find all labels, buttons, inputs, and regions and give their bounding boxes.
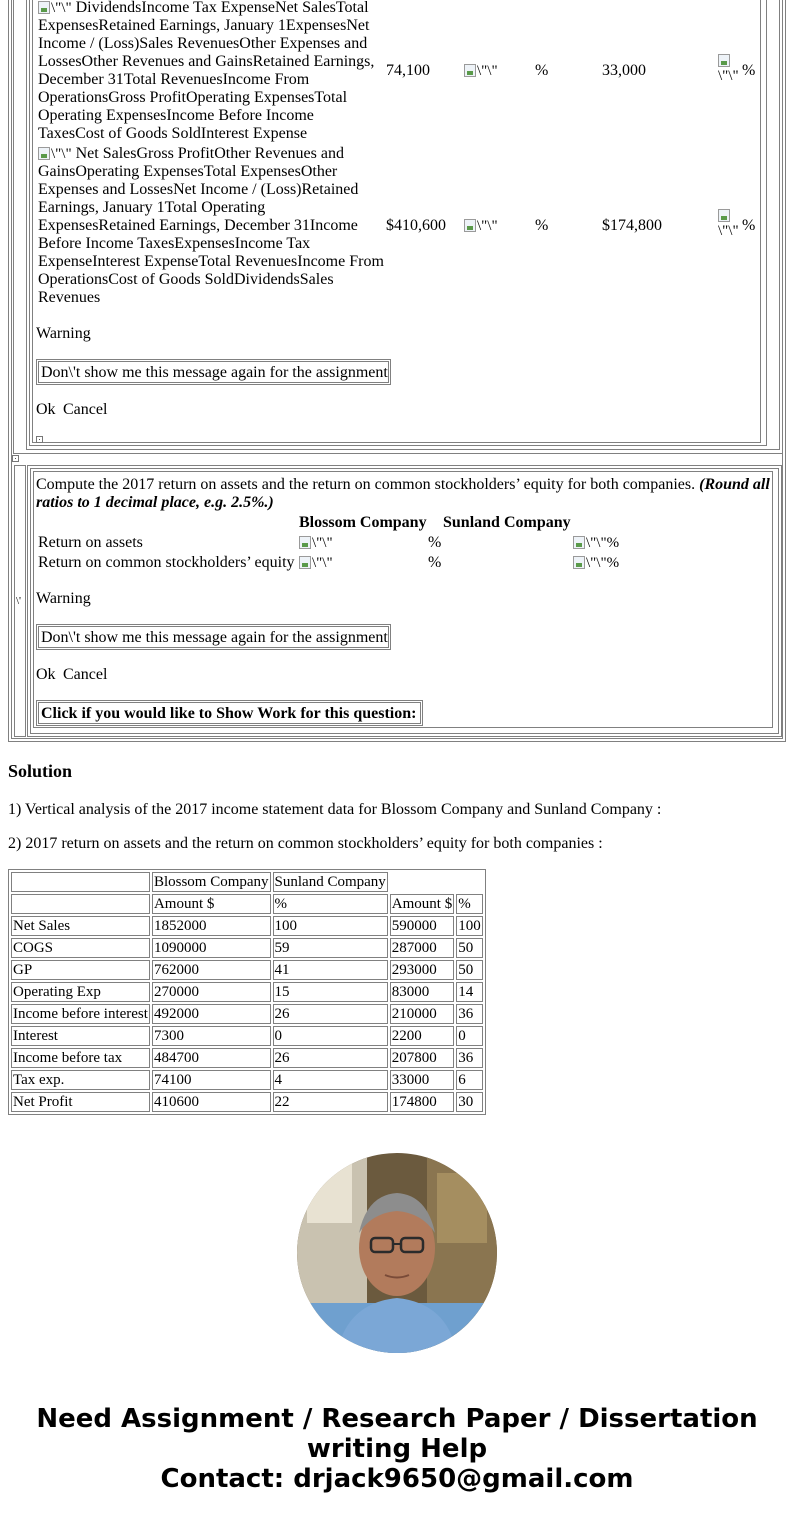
table-cell: 0: [456, 1026, 483, 1046]
q2-expand-handle[interactable]: [12, 455, 19, 462]
table-cell: Tax exp.: [11, 1070, 150, 1090]
solution-table: [8, 869, 486, 1115]
q2-row-roa: Return on assets: [38, 534, 143, 551]
table-cell: [456, 872, 483, 892]
q1-row-b-label: [38, 145, 386, 307]
table-cell: [11, 894, 150, 914]
table-cell: Net Sales: [11, 916, 150, 936]
q2-roe-blossom-percent: %: [428, 554, 442, 571]
table-cell: 2200: [390, 1026, 454, 1046]
q1-warning-title: Warning: [36, 325, 91, 342]
broken-image-icon: \"\": [38, 145, 72, 163]
table-cell: 7300: [152, 1026, 271, 1046]
show-work-button[interactable]: [36, 700, 423, 726]
table-cell: 50: [456, 960, 483, 980]
table-row: [11, 1070, 483, 1090]
table-cell: Net Profit: [11, 1092, 150, 1112]
q1-row-a-sunland-amount: 33,000: [602, 62, 646, 79]
table-cell: Sunland Company: [274, 874, 386, 890]
table-cell: [11, 872, 150, 892]
table-cell: 15: [273, 982, 388, 1002]
table-cell: Amount $: [152, 894, 271, 914]
table-cell: %: [456, 894, 483, 914]
table-cell: 30: [456, 1092, 483, 1112]
q1-row-a-blossom-input[interactable]: \"\": [464, 62, 498, 80]
q1-row-b-sunland-input[interactable]: \"\": [718, 209, 740, 239]
q2-roa-sunland-input[interactable]: \"\"%: [573, 534, 619, 552]
table-cell: 762000: [152, 960, 271, 980]
promo-contact[interactable]: Contact: drjack9650@gmail.com: [160, 1464, 634, 1494]
q2-prompt-text: Compute the 2017 return on assets and the return on common stockholders’ equity for both companies.: [36, 476, 696, 493]
q1-resize-handle[interactable]: [36, 436, 43, 443]
table-subheader-row: [11, 894, 483, 914]
table-row: [11, 938, 483, 958]
table-cell: %: [273, 894, 388, 914]
q1-row-b-blossom-amount: $410,600: [386, 217, 446, 234]
broken-image-icon: \"\": [38, 0, 72, 17]
solution-line-2: 2) 2017 return on assets and the return on common stockholders’ equity for both companies :: [8, 835, 603, 852]
q2-roe-sunland-input[interactable]: \"\"%: [573, 554, 619, 572]
table-cell: 1090000: [152, 938, 271, 958]
table-cell: 26: [273, 1048, 388, 1068]
table-row: [11, 916, 483, 936]
table-row: [11, 982, 483, 1002]
author-photo: [297, 1153, 497, 1353]
table-cell: 287000: [390, 938, 454, 958]
promo-line-1: Need Assignment / Research Paper / Dissertation: [36, 1404, 758, 1434]
table-cell: 210000: [390, 1004, 454, 1024]
table-cell: 174800: [390, 1092, 454, 1112]
table-cell: 33000: [390, 1070, 454, 1090]
table-cell: Blossom Company: [153, 874, 269, 890]
account-options-text[interactable]: Net SalesGross ProfitOther Revenues and GainsOperating ExpensesTotal ExpensesOther Expenses and LossesNet Income / (Loss)Retained Earnings, January 1Total Operating ExpensesRetained Earnings, December 31Income Before Income TaxesExpensesIncome Tax ExpenseInterest ExpenseTotal RevenuesIncome From OperationsCost of Goods SoldDividendsSales Revenues: [38, 145, 384, 306]
table-cell: 26: [273, 1004, 388, 1024]
table-cell: 270000: [152, 982, 271, 1002]
promo-line-2: writing Help: [306, 1434, 488, 1464]
q2-roe-blossom-input[interactable]: \"\": [299, 554, 333, 572]
table-cell: 0: [273, 1026, 388, 1046]
table-cell: 36: [456, 1048, 483, 1068]
table-cell: 36: [456, 1004, 483, 1024]
q2-prompt-emphasis: (Round all ratios to 1 decimal place, e.g. 2.5%.): [36, 476, 770, 511]
table-cell: 6: [456, 1070, 483, 1090]
q1-cancel-button[interactable]: Cancel: [63, 401, 108, 418]
q2-row-roe: Return on common stockholders’ equity: [38, 554, 295, 571]
q2-dont-show-checkbox[interactable]: [36, 624, 391, 650]
q1-row-b-blossom-input[interactable]: \"\": [464, 217, 498, 235]
q1-ok-button[interactable]: Ok: [36, 401, 56, 418]
table-cell: 74100: [152, 1070, 271, 1090]
table-cell: Income before interest: [13, 1006, 148, 1022]
q2-ok-button[interactable]: Ok: [36, 666, 56, 683]
q1-row-b-sunland-amount: $174,800: [602, 217, 662, 234]
q2-roa-blossom-input[interactable]: \"\": [299, 534, 333, 552]
table-row: [11, 1092, 483, 1112]
q2-col-blossom: Blossom Company: [299, 514, 427, 531]
q1-dont-show-checkbox[interactable]: [36, 359, 391, 385]
table-cell: [390, 872, 454, 892]
table-row: [11, 1004, 483, 1024]
table-cell: 293000: [390, 960, 454, 980]
show-work-label: Click if you would like to Show Work for this question:: [38, 702, 421, 724]
q1-row-a-blossom-amount: 74,100: [386, 62, 430, 79]
table-cell: COGS: [11, 938, 150, 958]
author-avatar: [297, 1153, 497, 1353]
table-cell: 22: [273, 1092, 388, 1112]
table-cell: 1852000: [152, 916, 271, 936]
q1-row-a-sunland-input[interactable]: \"\": [718, 54, 740, 84]
q2-roa-blossom-percent: %: [428, 534, 442, 551]
table-row: [11, 1026, 483, 1046]
q1-row-a-sunland-percent: %: [742, 62, 756, 79]
q1-row-a-label: [38, 0, 384, 143]
q2-cancel-button[interactable]: Cancel: [63, 666, 108, 683]
table-cell: 50: [456, 938, 483, 958]
q2-warning-title: Warning: [36, 590, 91, 607]
table-cell: 410600: [152, 1092, 271, 1112]
table-cell: 100: [458, 918, 481, 934]
q2-prompt: [36, 476, 772, 512]
q2-dont-show-label: Don\'t show me this message again for the assignment: [38, 626, 389, 648]
table-row: [11, 1048, 483, 1068]
table-cell: Income before tax: [11, 1048, 150, 1068]
q1-dont-show-label: Don\'t show me this message again for the assignment: [38, 361, 389, 383]
solution-line-1: 1) Vertical analysis of the 2017 income statement data for Blossom Company and Sunland Company :: [8, 801, 662, 818]
table-cell: Interest: [11, 1026, 150, 1046]
table-cell: 59: [273, 938, 388, 958]
solution-heading: Solution: [8, 761, 73, 781]
table-cell: 590000: [390, 916, 454, 936]
table-cell: 484700: [152, 1048, 271, 1068]
q2-col-sunland: Sunland Company: [443, 514, 571, 531]
q1-row-b-blossom-percent: %: [535, 217, 549, 234]
table-cell: 492000: [152, 1004, 271, 1024]
table-cell: 14: [456, 982, 483, 1002]
table-cell: 4: [273, 1070, 388, 1090]
table-cell: 100: [273, 916, 388, 936]
table-cell: 41: [273, 960, 388, 980]
table-cell: Operating Exp: [11, 982, 150, 1002]
table-cell: 83000: [390, 982, 454, 1002]
table-cell: 207800: [390, 1048, 454, 1068]
table-cell: GP: [11, 960, 150, 980]
table-row: [11, 960, 483, 980]
q1-row-a-blossom-percent: %: [535, 62, 549, 79]
q2-marker: \': [16, 595, 22, 607]
q1-row-b-sunland-percent: %: [742, 217, 756, 234]
account-options-text[interactable]: DividendsIncome Tax ExpenseNet SalesTotal ExpensesRetained Earnings, January 1ExpensesNet Income / (Loss)Sales RevenuesOther Expenses and LossesOther Revenues and GainsRetained Earnings, December 31Total RevenuesIncome From OperationsGross ProfitOperating ExpensesTotal Operating ExpensesIncome Before Income TaxesCost of Goods SoldInterest Expense: [38, 0, 375, 142]
table-cell: Amount $: [391, 896, 453, 912]
table-header-row: [11, 872, 483, 892]
